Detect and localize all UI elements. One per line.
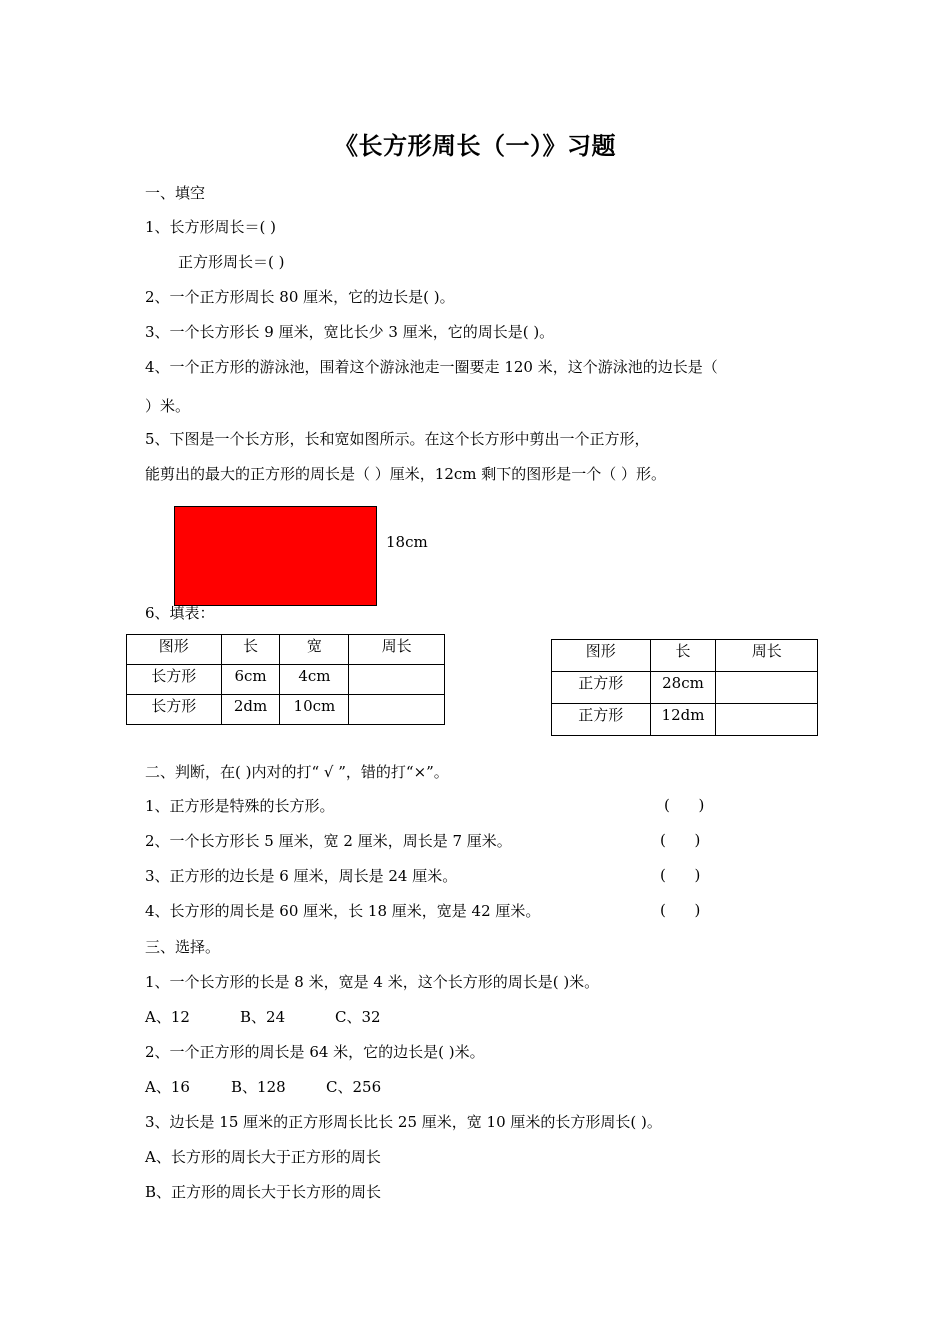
answer-bracket[interactable]: ( )	[660, 901, 701, 919]
table-cell: 12dm	[650, 704, 716, 736]
table-cell: 6cm	[221, 665, 280, 695]
question-5b: 能剪出的最大的正方形的周长是（ ）厘米，12cm 剩下的图形是一个（ ）形。	[145, 465, 667, 483]
section-1-heading: 一、填空	[145, 184, 206, 202]
judgement-item-2: 2、一个长方形长 5 厘米，宽 2 厘米，周长是 7 厘米。	[145, 832, 512, 850]
table-header-cell: 长	[650, 640, 716, 672]
table-left	[126, 634, 445, 725]
choice-question-3: 3、边长是 15 厘米的正方形周长比长 25 厘米，宽 10 厘米的长方形周长( )。	[145, 1113, 662, 1131]
table-row	[552, 672, 818, 704]
question-6: 6、填表：	[145, 604, 215, 622]
choice-option-c: C、256	[326, 1078, 382, 1096]
table-header-cell: 长	[221, 635, 280, 665]
question-5a: 5、下图是一个长方形，长和宽如图所示。在这个长方形中剪出一个正方形，	[145, 430, 650, 448]
question-4b: ）米。	[145, 397, 191, 415]
choice-question-1: 1、一个长方形的长是 8 米，宽是 4 米，这个长方形的周长是( )米。	[145, 973, 600, 991]
choice-option-c: C、32	[335, 1008, 381, 1026]
choice-option-b: B、128	[231, 1078, 286, 1096]
table-right-header-row	[552, 640, 818, 672]
table-right	[551, 639, 818, 736]
judgement-item-3: 3、正方形的边长是 6 厘米，周长是 24 厘米。	[145, 867, 458, 885]
question-1a: 1、长方形周长＝( )	[145, 218, 277, 236]
section-3-heading: 三、选择。	[145, 938, 221, 956]
choice-option-b: B、正方形的周长大于长方形的周长	[145, 1183, 382, 1201]
table-cell[interactable]	[716, 672, 818, 704]
table-cell: 长方形	[127, 695, 222, 725]
judgement-item-4: 4、长方形的周长是 60 厘米，长 18 厘米，宽是 42 厘米。	[145, 902, 541, 920]
rectangle-figure	[174, 506, 377, 606]
table-cell: 2dm	[221, 695, 280, 725]
table-header-cell: 周长	[716, 640, 818, 672]
question-1b: 正方形周长＝( )	[178, 253, 285, 271]
choice-option-b: B、24	[240, 1008, 286, 1026]
section-2-heading: 二、判断，在( )内对的打“ √ ”，错的打“×”。	[145, 763, 449, 781]
question-2: 2、一个正方形周长 80 厘米，它的边长是( )。	[145, 288, 455, 306]
table-cell: 长方形	[127, 665, 222, 695]
figure-dimension-label: 18cm	[386, 533, 428, 551]
answer-bracket[interactable]: ( )	[660, 831, 701, 849]
table-header-cell: 宽	[280, 635, 349, 665]
table-cell: 28cm	[650, 672, 716, 704]
question-4a: 4、一个正方形的游泳池，围着这个游泳池走一圈要走 120 米，这个游泳池的边长是（	[145, 358, 718, 376]
table-cell: 10cm	[280, 695, 349, 725]
table-row	[127, 695, 445, 725]
table-cell[interactable]	[349, 665, 445, 695]
page-title: 《长方形周长（一）》习题	[334, 131, 616, 160]
table-left-header-row	[127, 635, 445, 665]
table-row	[127, 665, 445, 695]
choice-option-a: A、16	[145, 1078, 190, 1096]
table-header-cell: 周长	[349, 635, 445, 665]
judgement-item-1: 1、正方形是特殊的长方形。	[145, 797, 335, 815]
table-cell[interactable]	[349, 695, 445, 725]
table-cell: 正方形	[552, 672, 651, 704]
choice-option-a: A、长方形的周长大于正方形的周长	[145, 1148, 381, 1166]
table-row	[552, 704, 818, 736]
question-3: 3、一个长方形长 9 厘米，宽比长少 3 厘米，它的周长是( )。	[145, 323, 555, 341]
table-cell[interactable]	[716, 704, 818, 736]
answer-bracket[interactable]: ( )	[664, 796, 705, 814]
answer-bracket[interactable]: ( )	[660, 866, 701, 884]
table-header-cell: 图形	[552, 640, 651, 672]
choice-question-2: 2、一个正方形的周长是 64 米，它的边长是( )米。	[145, 1043, 485, 1061]
table-cell: 4cm	[280, 665, 349, 695]
choice-option-a: A、12	[145, 1008, 190, 1026]
table-header-cell: 图形	[127, 635, 222, 665]
table-cell: 正方形	[552, 704, 651, 736]
